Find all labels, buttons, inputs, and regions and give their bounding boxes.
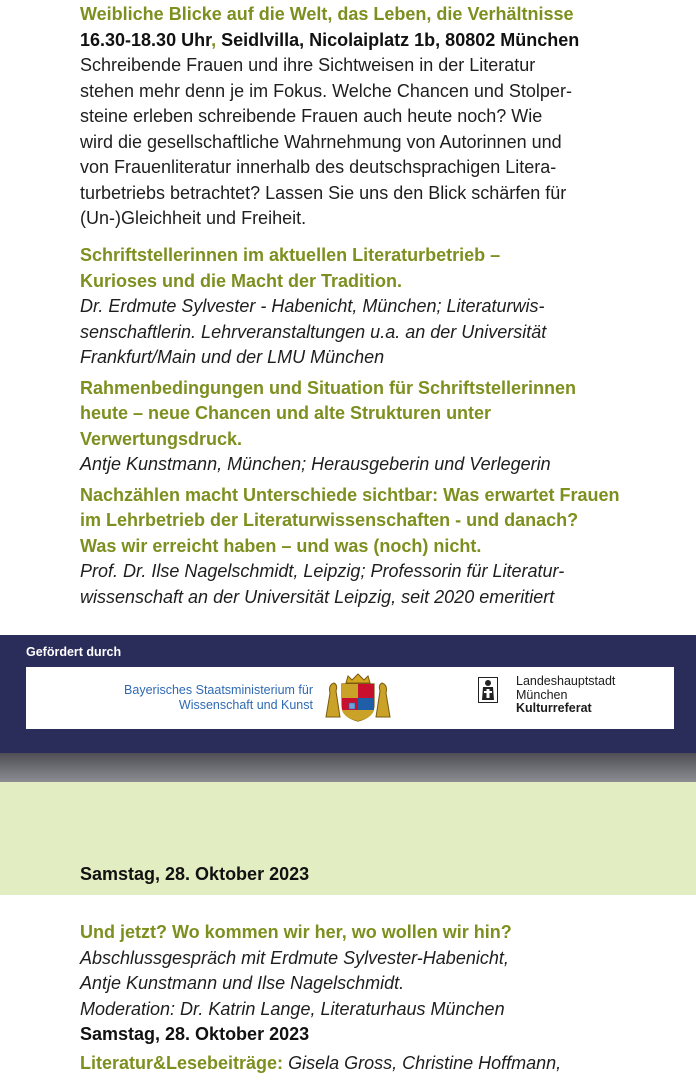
city-department	[516, 675, 615, 716]
event-location: Seidlvilla, Nicolaiplatz 1b, 80802 München	[216, 29, 580, 50]
talk-title-line: Kurioses und die Macht der Tradition.	[80, 270, 403, 291]
contributors-label: Literatur&Lesebeiträge:	[80, 1052, 284, 1073]
talk-title-line: im Lehrbetrieb der Literaturwissenschaften - und danach?	[80, 510, 579, 530]
sponsor-logos	[26, 667, 674, 729]
description-line: steine erleben schreibende Frauen auch heute noch? Wie	[80, 106, 543, 126]
city-line: Landeshauptstadt	[516, 674, 616, 688]
description-line: Moderation: Dr. Katrin Lange, Literaturhaus München	[80, 998, 505, 1019]
location-separator: ,	[211, 29, 217, 50]
talk-item	[80, 483, 680, 611]
description-line: turbetriebs betrachtet? Lassen Sie uns den Blick schärfen für	[80, 182, 567, 203]
talks-list	[80, 243, 680, 610]
talk-title	[80, 376, 680, 453]
muenchner-kindl-icon	[478, 677, 498, 703]
talk-title-line: Verwertungsdruck.	[80, 428, 243, 449]
date-band	[0, 782, 696, 895]
talk-speaker	[80, 452, 680, 478]
event-section-2	[80, 920, 680, 1076]
contributors	[80, 1051, 680, 1077]
talk-title-line: Rahmenbedingungen und Situation für Schriftstellerinnen	[80, 377, 577, 398]
description-line: Abschlussgespräch mit Erdmute Sylvester-Habenicht,	[80, 947, 509, 968]
event-title: Weibliche Blicke auf die Welt, das Leben, die Verhältnisse	[80, 4, 574, 24]
event2-title: Und jetzt? Wo kommen wir her, wo wollen wir hin?	[80, 922, 512, 942]
city-line-department: Kulturreferat	[516, 701, 592, 715]
talk-title-line: Schriftstellerinnen im aktuellen Literaturbetrieb –	[80, 245, 501, 265]
divider-shadow	[0, 753, 696, 782]
talk-title	[80, 243, 680, 294]
talk-title-line: heute – neue Chancen und alte Strukturen unter	[80, 403, 492, 423]
band-date: Samstag, 28. Oktober 2023	[80, 864, 310, 884]
event2-description	[80, 946, 680, 1023]
contributors-names: Gisela Gross, Christine Hoffmann,	[283, 1052, 562, 1073]
talk-speaker	[80, 559, 680, 610]
event2-date: Samstag, 28. Oktober 2023	[80, 1024, 310, 1044]
description-line: (Un-)Gleichheit und Freiheit.	[80, 208, 307, 228]
event-description	[80, 53, 680, 232]
description-line: Antje Kunstmann und Ilse Nagelschmidt.	[80, 973, 405, 993]
description-line: stehen mehr denn je im Fokus. Welche Chancen und Stolper-	[80, 80, 572, 101]
ministry-line: Wissenschaft und Kunst	[178, 698, 313, 712]
speaker-line: Frankfurt/Main und der LMU München	[80, 347, 385, 367]
city-line: München	[516, 687, 568, 702]
talk-item	[80, 376, 680, 478]
bavarian-coat-of-arms-icon	[322, 673, 394, 723]
sponsor-label: Gefördert durch	[26, 645, 122, 659]
sponsor-banner	[0, 635, 696, 753]
speaker-line: Prof. Dr. Ilse Nagelschmidt, Leipzig; Professorin für Literatur-	[80, 561, 565, 581]
ministry-name	[81, 683, 313, 713]
talk-speaker	[80, 294, 680, 371]
talk-title-line: Nachzählen macht Unterschiede sichtbar: Was erwartet Frauen	[80, 484, 620, 505]
talk-title-line: Was wir erreicht haben – und was (noch) nicht.	[80, 535, 482, 556]
description-line: von Frauenliteratur innerhalb des deutschsprachigen Litera-	[80, 157, 557, 177]
speaker-line: Antje Kunstmann, München; Herausgeberin und Verlegerin	[80, 454, 551, 474]
talk-item	[80, 243, 680, 371]
event-time-location	[80, 28, 680, 54]
ministry-line: Bayerisches Staatsministerium für	[124, 683, 313, 697]
event-section-1	[80, 2, 680, 232]
event-time: 16.30-18.30 Uhr	[80, 29, 212, 50]
description-line: Schreibende Frauen und ihre Sichtweisen in der Literatur	[80, 55, 536, 75]
speaker-line: Dr. Erdmute Sylvester - Habenicht, München; Literaturwis-	[80, 296, 545, 316]
talk-title	[80, 483, 680, 560]
speaker-line: senschaftlerin. Lehrveranstaltungen u.a. an der Universität	[80, 321, 547, 342]
speaker-line: wissenschaft an der Universität Leipzig, seit 2020 emeritiert	[80, 586, 555, 607]
description-line: wird die gesellschaftliche Wahrnehmung von Autorinnen und	[80, 131, 562, 152]
